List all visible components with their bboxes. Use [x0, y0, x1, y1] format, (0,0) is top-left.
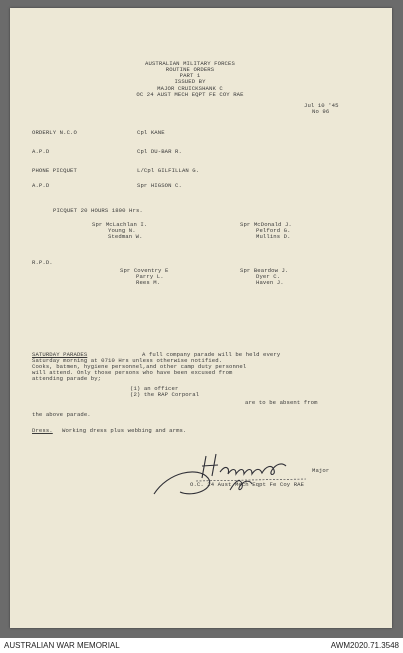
parade-line: (1) an officer [130, 385, 179, 392]
parade-heading: SATURDAY PARADES [32, 351, 88, 358]
caption-accession-number: AWM2020.71.3548 [331, 638, 399, 653]
parade-line: attending parade by; [32, 375, 102, 382]
header-line: PART 1 [179, 72, 201, 79]
rpd-name: Spr Beardow J. [240, 267, 289, 274]
rpd-label: R.P.D. [32, 259, 53, 266]
picquet-name: Pelford G. [256, 227, 291, 234]
document-date: Jul 10 '45 [304, 102, 339, 109]
header-line: AUSTRALIAN MILITARY FORCES [145, 60, 235, 67]
picquet-name: Young N. [108, 227, 136, 234]
picquet-name: Spr McLachlan I. [92, 221, 148, 228]
dress-heading: Dress. [32, 427, 53, 434]
signature-unit: O.C. 24 Aust Mech Eqpt Fe Coy RAE [190, 481, 305, 488]
duty-person: Cpl DU-BAR R. [137, 148, 182, 155]
duty-role: A.P.D [32, 148, 50, 155]
parade-line: (2) the RAP Corporal [130, 391, 200, 398]
header-line: ISSUED BY [174, 78, 206, 85]
handwritten-signature [146, 448, 316, 502]
parade-line: will attend. Only those persons who have been excused from [32, 369, 233, 376]
duty-role: ORDERLY N.C.O [32, 129, 77, 136]
header-line: ROUTINE ORDERS [165, 66, 215, 73]
header-line: MAJOR CRUICKSHANK C [157, 85, 223, 92]
dress-text: Working dress plus webbing and arms. [62, 427, 187, 434]
signature-rank: Major [312, 467, 330, 474]
rpd-name: Haven J. [256, 279, 284, 286]
duty-person: L/Cpl GILFILLAN G. [137, 167, 200, 174]
parade-line: A full company parade will be held every [142, 351, 281, 358]
picquet-heading: PICQUET 20 HOURS 1800 Hrs. [53, 207, 143, 214]
parade-line: Saturday morning at 0710 Hrs unless otherwise notified. [32, 357, 223, 364]
rpd-name: Dyer C. [256, 273, 281, 280]
duty-role: PHONE PICQUET [32, 167, 77, 174]
duty-person: Cpl KANE [137, 129, 165, 136]
picquet-name: Mullins D. [256, 233, 291, 240]
rpd-name: Rees M. [136, 279, 161, 286]
picquet-name: Stedman W. [108, 233, 143, 240]
picquet-name: Spr McDonald J. [240, 221, 292, 228]
routine-orders-document [10, 8, 392, 628]
duty-person: Spr HIGSON C. [137, 182, 182, 189]
header-line: OC 24 AUST MECH EQPT FE COY RAE [136, 91, 244, 98]
parade-line: Cooks, batmen, hygiene personnel,and other camp duty personnel [32, 363, 247, 370]
parade-line: are to be absent from [245, 399, 318, 406]
caption-institution: AUSTRALIAN WAR MEMORIAL [4, 638, 120, 653]
duty-role: A.P.D [32, 182, 50, 189]
rpd-name: Parry L. [136, 273, 164, 280]
parade-line: the above parade. [32, 411, 91, 418]
document-number: No 96 [312, 108, 330, 115]
rpd-name: Spr Coventry E [120, 267, 169, 274]
